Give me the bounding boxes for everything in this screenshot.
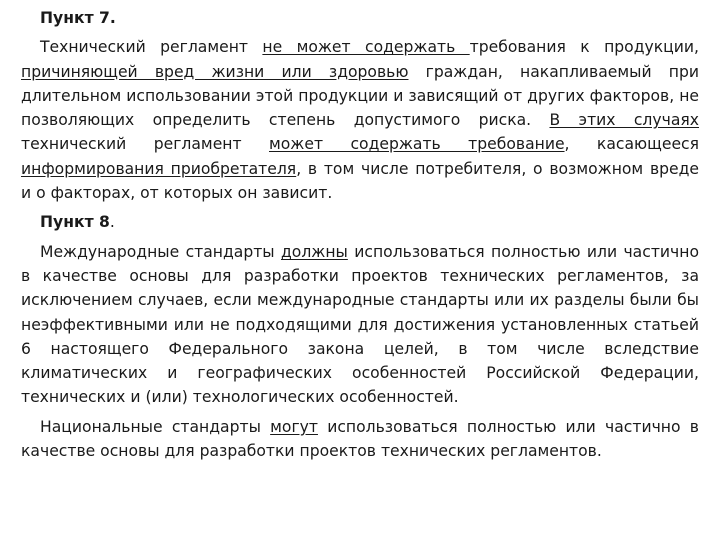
text-run: использоваться полностью или частично в качестве основы для разработки проектов технических регламентов, за исключением случаев, если международные стандарты или их разделы были бы неэффективными или не подходящими для достижения установленных статьей 6 настоящего Федерального закона целей, в том числе вследствие климатических и географических особенностей Российской Федерации, технических и (или) технологических особенностей. (21, 242, 699, 407)
underlined-text: причиняющей вред жизни или здоровью (21, 62, 409, 81)
document-page (21, 6, 699, 463)
text-run: технический регламент (21, 135, 269, 154)
underlined-text: могут (270, 417, 318, 436)
heading-suffix: . (109, 213, 115, 232)
underlined-text: может содержать требование (269, 135, 565, 154)
underlined-text: В этих случаях (549, 111, 700, 130)
underlined-text: не может содержать (262, 38, 470, 57)
heading-text: Пункт 7. (40, 9, 116, 27)
text-run: требования к продукции, (469, 38, 699, 57)
text-run: Технический регламент (40, 38, 263, 57)
text-run: Международные стандарты (40, 242, 281, 261)
text-run: , касающееся (564, 135, 699, 154)
section-heading-8 (21, 210, 699, 234)
paragraph-8-1 (21, 240, 699, 410)
section-heading-7 (21, 6, 699, 30)
paragraph-7-1 (21, 35, 699, 205)
text-run: использоваться полностью или частично в качестве основы для разработки проектов технических регламентов. (21, 417, 699, 461)
text-run: Национальные стандарты (40, 417, 271, 436)
text-run: граждан, накапливаемый при длительном использовании этой продукции и зависящий от других факторов, не позволяющих определить степень допустимого риска. (21, 62, 700, 130)
text-run: , в том числе потребителя, о возможном вреде и о факторах, от которых он зависит. (21, 159, 699, 203)
paragraph-8-2 (21, 415, 699, 464)
underlined-text: информирования приобретателя (21, 159, 297, 178)
underlined-text: должны (281, 242, 348, 261)
heading-text: Пункт 8 (40, 213, 110, 232)
